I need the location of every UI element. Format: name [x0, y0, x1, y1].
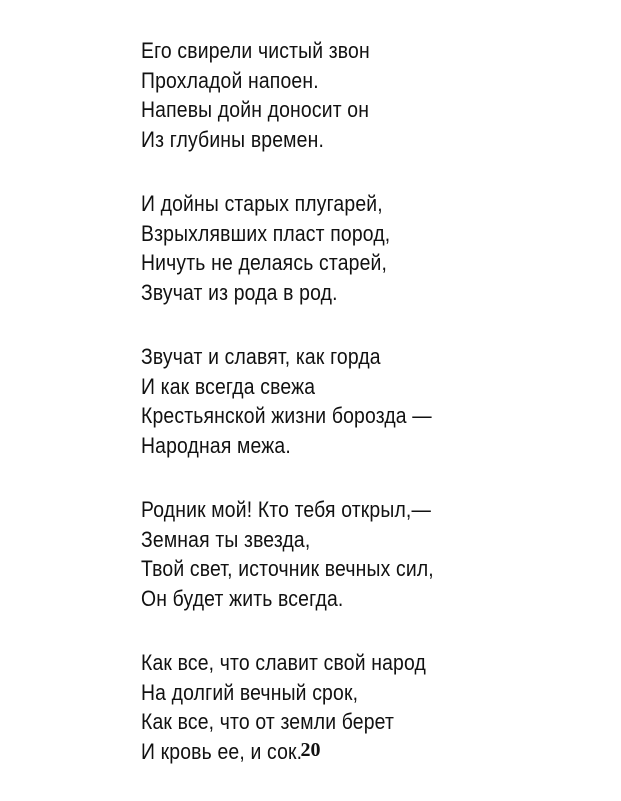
poem-line: Напевы дойн доносит он — [141, 97, 370, 122]
poem-line: Народная межа. — [141, 432, 291, 458]
poem-line: На долгий вечный срок, — [141, 679, 359, 705]
poem-line: Звучат и славят, как горда — [141, 344, 381, 369]
poem-line: Звучат из рода в род. — [141, 279, 338, 305]
stanza-1 — [141, 36, 581, 154]
poem-line: Взрыхлявших пласт пород, — [141, 220, 391, 246]
poem-line: И дойны старых плугарей, — [141, 191, 383, 216]
stanza-3 — [141, 342, 581, 460]
poem-line: Прохладой напоен. — [141, 67, 319, 93]
stanza-4 — [141, 495, 581, 613]
poem-line: Он будет жить всегда. — [141, 585, 344, 611]
poem-line: Из глубины времен. — [141, 126, 325, 152]
poem-line: И как всегда свежа — [141, 373, 316, 399]
poem-line: Крестьянской жизни борозда — — [141, 403, 432, 428]
poem-line: Его свирели чистый звон — [141, 38, 370, 63]
poem-line: Ничуть не делаясь старей, — [141, 250, 388, 275]
stanza-2 — [141, 189, 581, 307]
poem-line: Как все, что славит свой народ — [141, 650, 426, 675]
poem-line: Как все, что от земли берет — [141, 709, 395, 734]
poem — [141, 36, 581, 801]
poem-line: Твой свет, источник вечных сил, — [141, 556, 434, 581]
poem-line: Родник мой! Кто тебя открыл,— — [141, 497, 432, 522]
poem-line: И кровь ее, и сок. — [141, 738, 303, 764]
poem-line: Земная ты звезда, — [141, 526, 311, 552]
page-number: 20 — [300, 739, 321, 761]
